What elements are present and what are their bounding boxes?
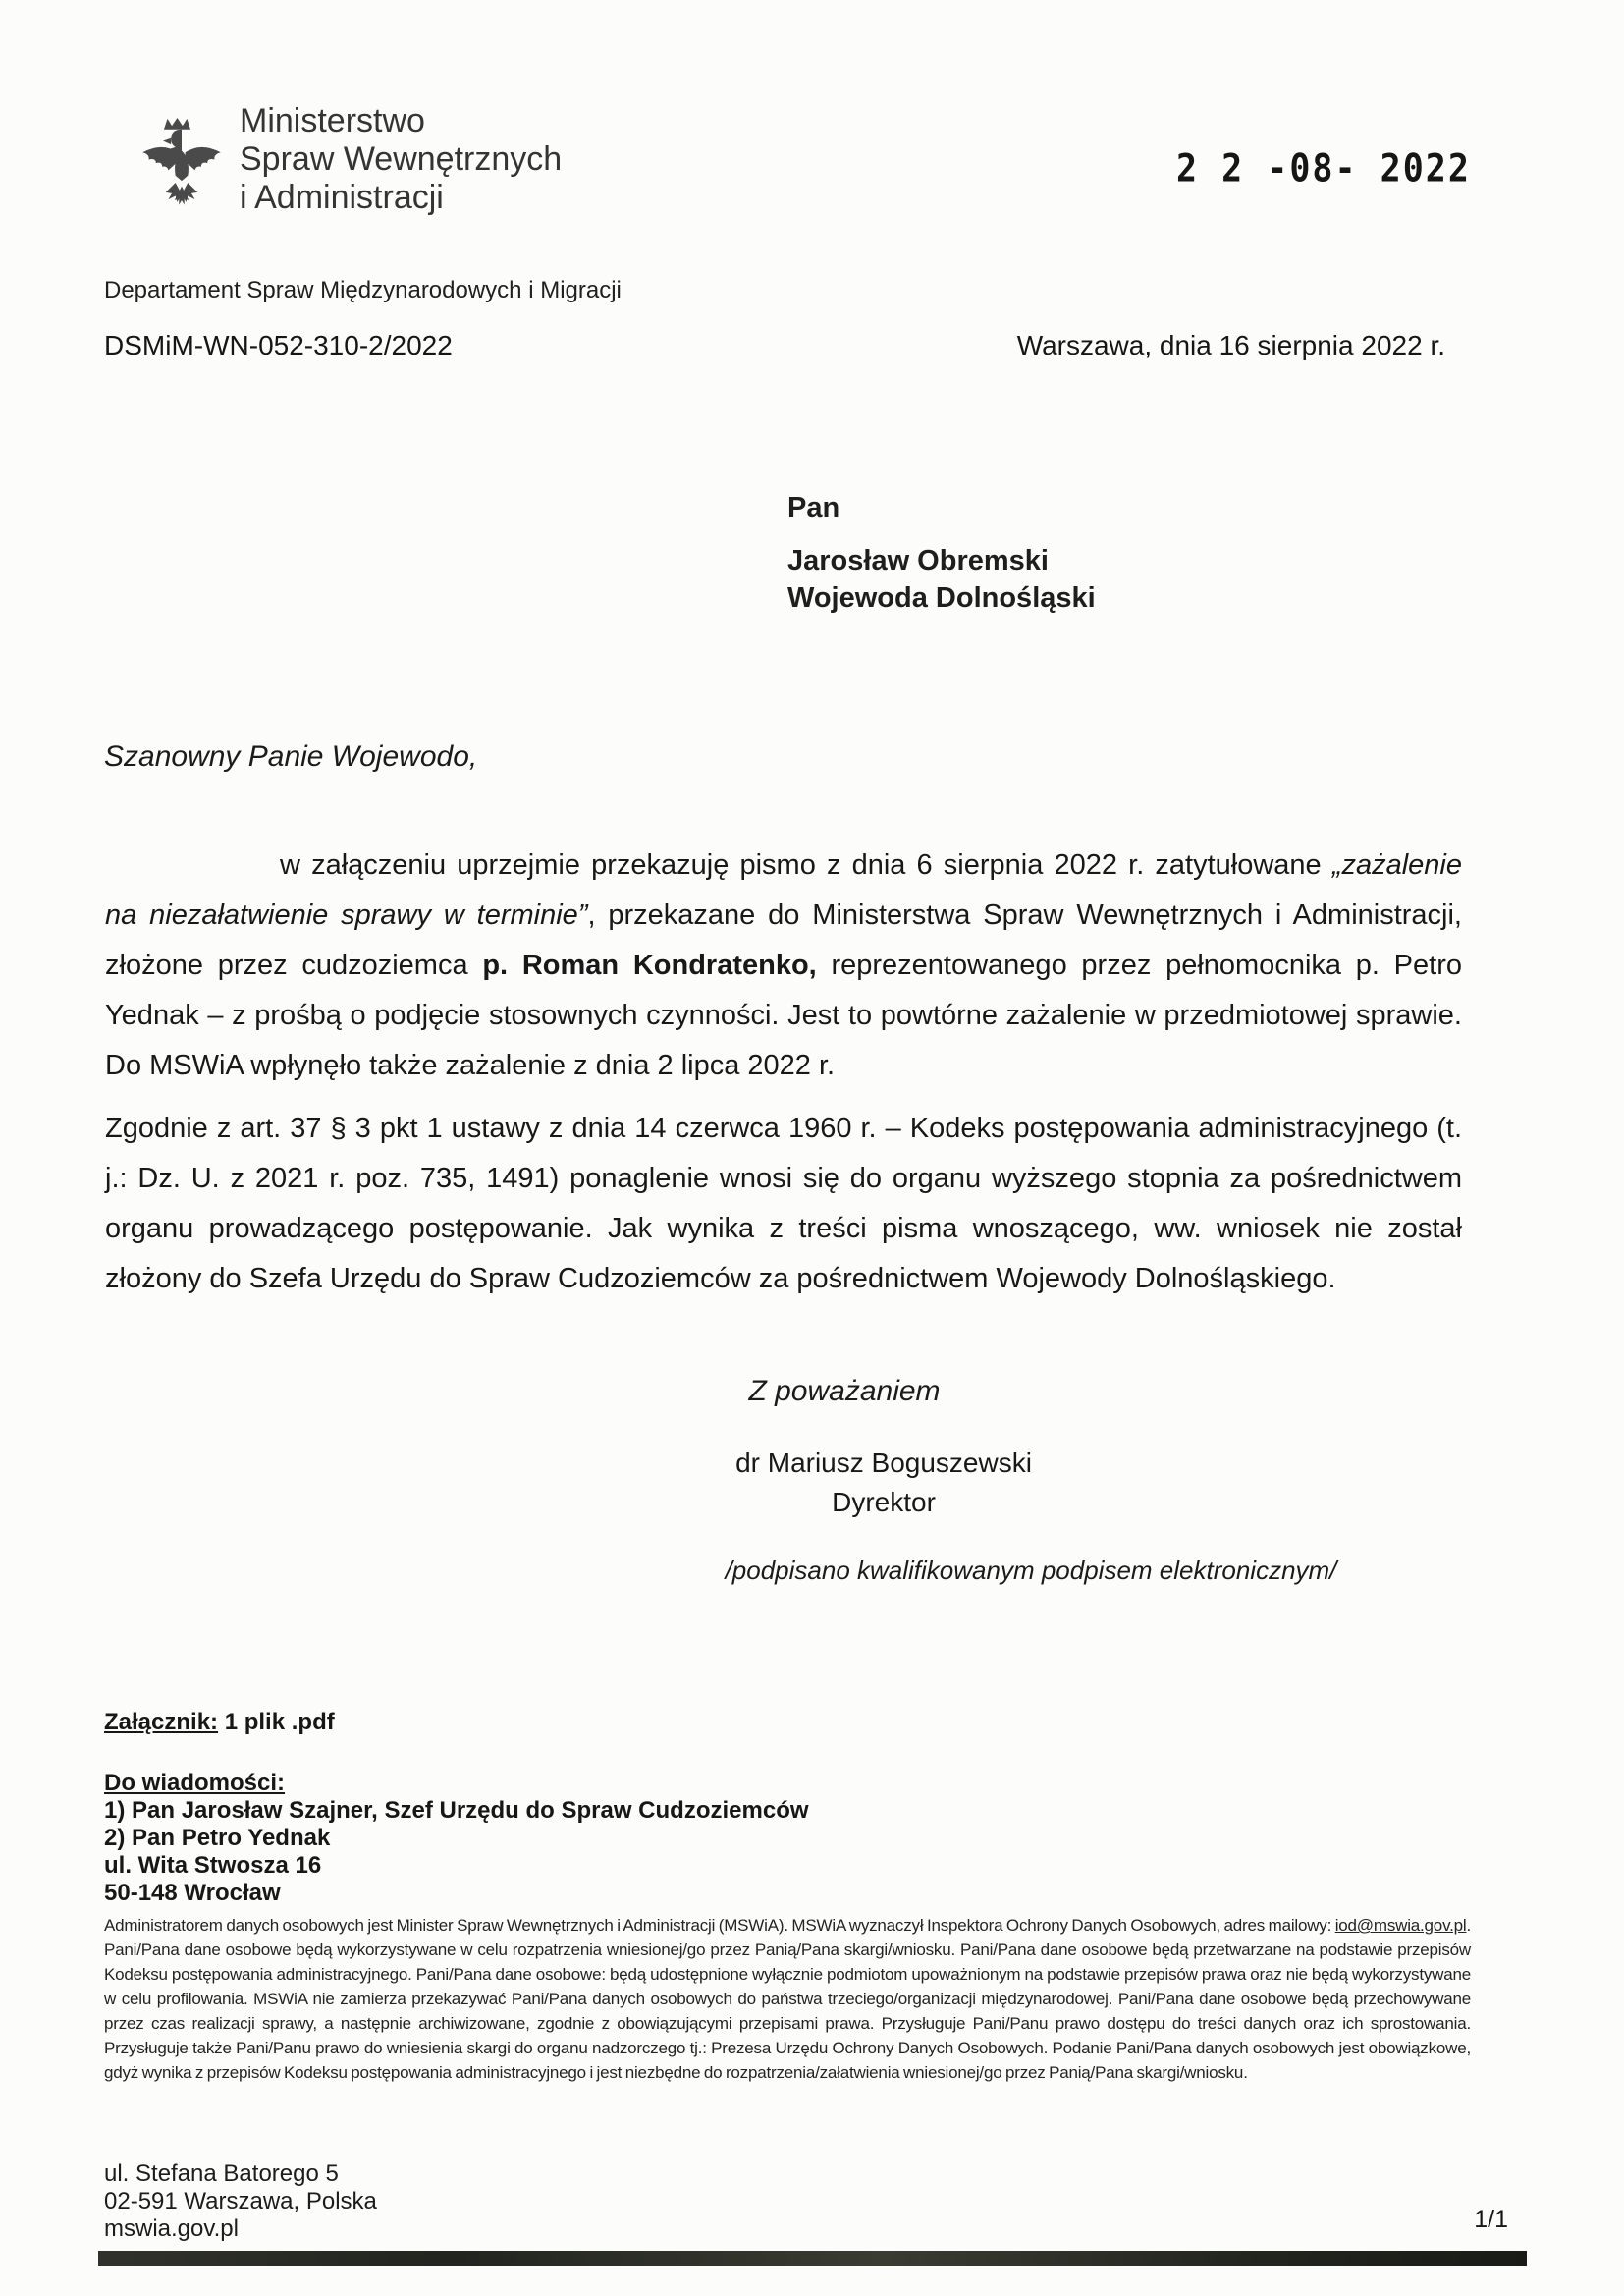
place-and-date: Warszawa, dnia 16 sierpnia 2022 r. bbox=[1016, 330, 1445, 360]
body-paragraph-2: Zgodnie z art. 37 § 3 pkt 1 ustawy z dnia 14 czerwca 1960 r. – Kodeks postępowania administracyjnego (t. j.: Dz. U. z 2021 r. poz. 735, 1491) ponaglenie wnosi się do organu wyższego stopnia za pośrednictwem organu prowadzącego postępowanie. Jak wynika z treści pisma wnoszącego, ww. wniosek nie został złożony do Szefa Urzędu do Spraw Cudzoziemców za pośrednictwem Wojewody Dolnośląskiego. bbox=[105, 1113, 1462, 1294]
cc-block bbox=[104, 1770, 809, 1907]
quoted-document-title: „zażalenie na niezałatwienie sprawy w terminie” bbox=[105, 849, 1462, 931]
closing-phrase: Z poważaniem bbox=[748, 1375, 941, 1407]
department-name: Departament Spraw Międzynarodowych i Migracji bbox=[104, 277, 622, 303]
addressee-block bbox=[787, 489, 1096, 617]
footer-bar bbox=[98, 2251, 1527, 2266]
body-paragraph-1 bbox=[105, 841, 1462, 1091]
addressee-honorific: Pan bbox=[787, 492, 840, 523]
ministry-name bbox=[240, 102, 562, 217]
attachment-value: 1 plik .pdf bbox=[218, 1709, 335, 1735]
cc-line: 50-148 Wrocław bbox=[104, 1880, 281, 1906]
cc-line: 2) Pan Petro Yednak bbox=[104, 1825, 331, 1851]
page-number: 1/1 bbox=[1474, 2206, 1508, 2233]
electronic-signature-note: /podpisano kwalifikowanym podpisem elektronicznym/ bbox=[725, 1556, 1337, 1585]
ministry-name-line: i Administracji bbox=[240, 179, 444, 216]
footer-address bbox=[104, 2160, 377, 2243]
privacy-email-link: iod@mswia.gov.pl bbox=[1334, 1916, 1467, 1935]
received-date-stamp: 2 2 -08- 2022 bbox=[1176, 147, 1471, 191]
paragraph-text: reprezentowanego przez pełnomocnika p. Petro Yednak – z prośbą o podjęcie stosownych czynności. Jest to powtórne zażalenie w przedmiotowej sprawie. Do MSWiA wpłynęło także zażalenie z dnia 2 lipca 2022 r. bbox=[105, 950, 1462, 1081]
cc-line: 1) Pan Jarosław Szajner, Szef Urzędu do Spraw Cudzoziemców bbox=[104, 1797, 809, 1824]
attachment-label: Załącznik: bbox=[104, 1709, 219, 1735]
footer-address-line: 02-591 Warszawa, Polska bbox=[104, 2188, 377, 2214]
privacy-text: Administratorem danych osobowych jest Minister Spraw Wewnętrznych i Administracji (MSWiA). MSWiA wyznaczył Inspektora Ochrony Danych Osobowych, adres mailowy: bbox=[104, 1916, 1335, 1935]
privacy-notice bbox=[104, 1913, 1471, 2085]
attachment-line bbox=[104, 1709, 335, 1736]
privacy-text: . Pani/Pana dane osobowe będą wykorzystywane w celu rozpatrzenia wniesionej/go przez Panią/Pana skargi/wniosku. Pani/Pana dane osobowe będą przetwarzane na podstawie przepisów Kodeksu postępowania administracyjnego. Pani/Pana dane osobowe: będą udostępnione wyłącznie podmiotom upoważnionym na podstawie przepisów prawa oraz nie będą wykorzystywane w celu profilowania. MSWiA nie zamierza przekazywać Pani/Pana danych osobowych do państwa trzeciego/organizacji międzynarodowej. Pani/Pana dane osobowe będą przechowywane przez czas realizacji sprawy, a następnie archiwizowane, zgodnie z obowiązującymi przepisami prawa. Przysługuje Pani/Panu prawo dostępu do treści danych oraz ich sprostowania. Przysługuje także Pani/Panu prawo do wniesienia skargi do organu nadzorczego tj.: Prezesa Urzędu Ochrony Danych Osobowych. Podanie Pani/Pana danych osobowych jest obowiązkowe, gdyż wynika z przepisów Kodeksu postępowania administracyjnego i jest niezbędne do rozpatrzenia/załatwienia wniesionej/go przez Panią/Pana skargi/wniosku. bbox=[104, 1916, 1471, 2082]
cc-line: ul. Wita Stwosza 16 bbox=[104, 1852, 322, 1879]
reference-number: DSMiM-WN-052-310-2/2022 bbox=[104, 330, 453, 360]
cc-heading: Do wiadomości: bbox=[104, 1770, 286, 1796]
signer-name: dr Mariusz Boguszewski bbox=[735, 1448, 1032, 1478]
addressee-name: Jarosław Obremski bbox=[787, 545, 1049, 576]
paragraph-text: , przekazane do Ministerstwa Spraw Wewnętrznych i Administracji, złożone przez cudzoziemca bbox=[105, 900, 1462, 981]
ministry-name-line: Ministerstwo bbox=[240, 102, 425, 139]
ministry-name-line: Spraw Wewnętrznych bbox=[240, 140, 563, 178]
paragraph-text: w załączeniu uprzejmie przekazuję pismo z dnia 6 sierpnia 2022 r. zatytułowane bbox=[280, 849, 1332, 881]
signer-title: Dyrektor bbox=[832, 1487, 936, 1517]
footer-website: mswia.gov.pl bbox=[104, 2215, 239, 2242]
addressee-title: Wojewoda Dolnośląski bbox=[787, 582, 1096, 614]
polish-eagle-emblem-icon bbox=[135, 108, 228, 220]
foreigner-name: p. Roman Kondratenko, bbox=[482, 950, 817, 981]
footer-address-line: ul. Stefana Batorego 5 bbox=[104, 2160, 339, 2187]
signature-block bbox=[589, 1444, 1178, 1522]
salutation-line: Szanowny Panie Wojewodo, bbox=[104, 740, 478, 773]
